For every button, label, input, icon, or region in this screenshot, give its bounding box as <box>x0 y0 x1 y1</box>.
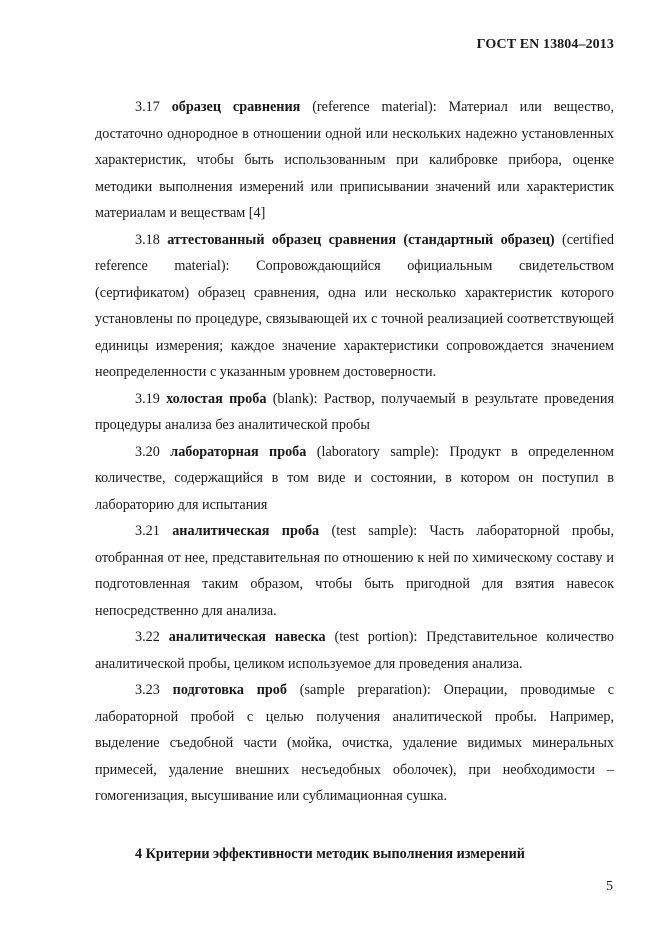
term-3-23 <box>95 677 614 810</box>
section-heading: 4 Критерии эффективности методик выполнения измерений <box>135 846 525 862</box>
term-definition: Продукт в определенном количестве, содержащийся в том виде и состоянии, в котором он поступил в лабораторию для испытания <box>95 443 615 513</box>
term-name: аналитическая навеска <box>168 629 326 645</box>
term-3-18 <box>95 227 614 386</box>
term-definition: Представительное количество аналитической пробы, целиком используемое для проведения анализа. <box>95 629 615 672</box>
term-number: 3.23 <box>135 682 160 698</box>
term-definition: Часть лабораторной пробы, отобранная от нее, представительная по отношению к ней по химическому составу и подготовленная таким образом, чтобы быть пригодной для взятия навесок непосредственно для анализа. <box>95 523 614 619</box>
term-english: (certified reference material): <box>95 231 615 274</box>
term-3-21 <box>95 518 614 624</box>
term-number: 3.20 <box>135 443 160 460</box>
term-number: 3.17 <box>135 99 160 115</box>
term-name: аттестованный образец сравнения (стандартный образец) <box>167 231 555 248</box>
term-definition: Операции, проводимые с лабораторной пробой с целью получения аналитической пробы. Например, выделение съедобной части (мойка, очистка, удаление видимых минеральных примесей, удаление внешних несъедобных оболочек), при необходимости – гомогенизация, высушивание или сублимационная сушка. <box>95 682 615 804</box>
term-english: (sample preparation): <box>299 682 431 698</box>
term-definition: Раствор, получаемый в результате проведения процедуры анализа без аналитической пробы <box>95 390 615 433</box>
page-number: 5 <box>606 879 613 894</box>
term-name: холостая проба <box>166 390 267 407</box>
term-english: (test sample): <box>331 523 418 539</box>
term-english: (blank): <box>272 390 318 407</box>
term-name: образец сравнения <box>171 99 301 115</box>
term-definition: Сопровождающийся официальным свидетельством (сертификатом) образец сравнения, одна или несколько характеристик которого установлены по процедуре, связывающей их с точной реализацией соответствующей единицы измерения; каждое значение характеристики сопровождается значением неопределенности с указанным уровнем достоверности. <box>95 258 614 380</box>
term-name: лабораторная проба <box>170 443 307 460</box>
term-number: 3.21 <box>135 523 160 539</box>
term-3-17 <box>95 94 614 227</box>
term-3-19 <box>95 386 614 439</box>
term-english: (reference material): <box>312 99 437 115</box>
term-name: аналитическая проба <box>172 523 320 539</box>
term-number: 3.18 <box>135 231 160 248</box>
term-number: 3.22 <box>135 629 160 645</box>
document-code-header: ГОСТ EN 13804–2013 <box>476 37 614 52</box>
term-name: подготовка проб <box>172 682 287 698</box>
definitions-body <box>95 94 614 810</box>
term-english: (test portion): <box>334 629 418 645</box>
term-definition: Материал или вещество, достаточно однородное в отношении одной или нескольких надежно установленных характеристик, чтобы быть использованным при калибровке прибора, оценке методики выполнения измерений или приписывании значений или характеристик материалам и веществам [4] <box>95 99 614 221</box>
term-3-20 <box>95 439 614 519</box>
term-english: (laboratory sample): <box>316 443 440 460</box>
term-3-22 <box>95 624 614 677</box>
term-number: 3.19 <box>135 390 160 407</box>
